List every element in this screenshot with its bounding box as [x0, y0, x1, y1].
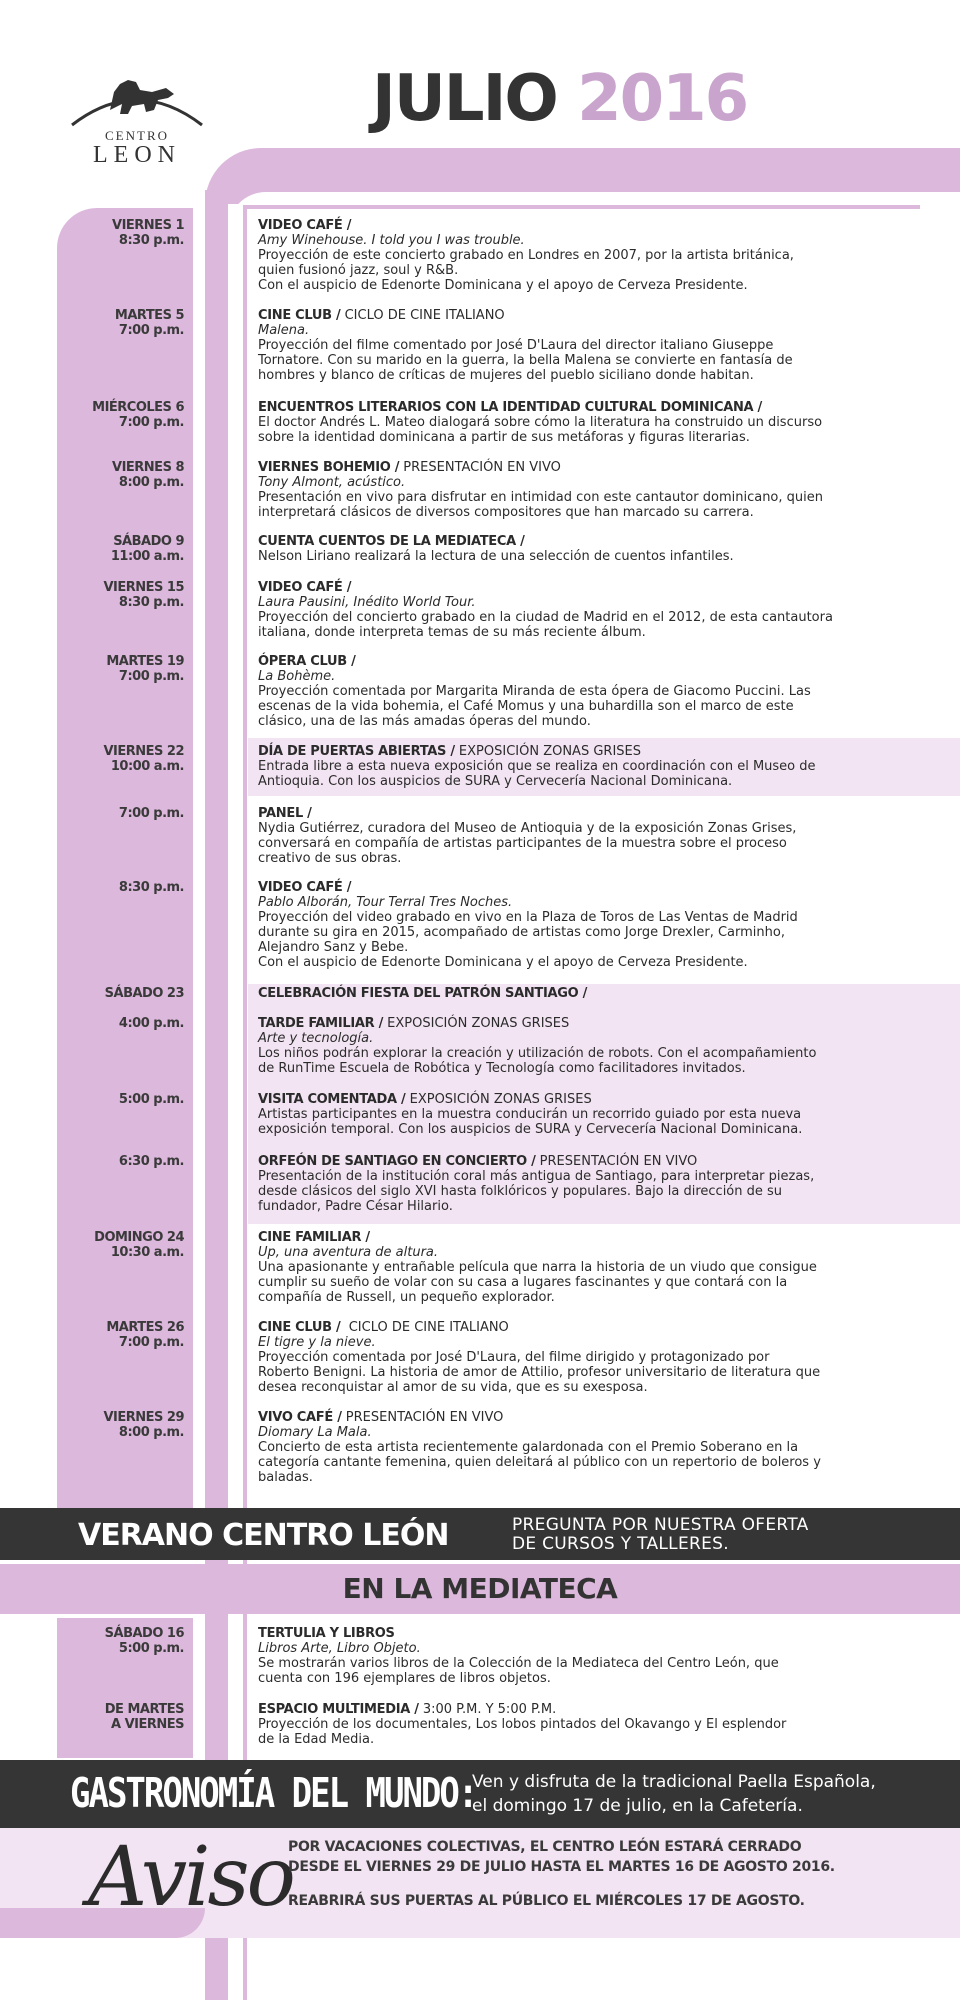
aviso-line: POR VACACIONES COLECTIVAS, EL CENTRO LEÓN ESTARÁ CERRADO	[288, 1839, 802, 1855]
event-description-line: Nelson Liriano realizará la lectura de una selección de cuentos infantiles.	[258, 549, 734, 564]
event-title: CINE CLUB /	[258, 1320, 341, 1335]
event-heading	[258, 218, 888, 233]
event-description-line: Con el auspicio de Edenorte Dominicana y el apoyo de Cerveza Presidente.	[258, 278, 748, 293]
event-category: PRESENTACIÓN EN VIVO	[535, 1154, 698, 1169]
event-description-line: categoría cantante femenina, quien deleitará al público con un repertorio de boleros y	[258, 1455, 821, 1470]
event-time: 7:00 p.m.	[118, 1335, 184, 1350]
event-item	[258, 218, 888, 293]
event-subtitle: La Bohème.	[258, 669, 336, 684]
event-heading	[258, 1154, 888, 1169]
event-time: 8:30 p.m.	[118, 595, 184, 610]
frame-line	[245, 205, 920, 209]
event-item	[258, 580, 888, 640]
event-description-line: Se mostrarán varios libros de la Colección de la Mediateca del Centro León, que	[258, 1656, 779, 1671]
frame-left	[205, 190, 228, 2000]
event-description-line: desde clásicos del siglo XVI hasta folklóricos y populares. Bajo la dirección de su	[258, 1184, 783, 1199]
aviso-line: REABRIRÁ SUS PUERTAS AL PÚBLICO EL MIÉRCOLES 17 DE AGOSTO.	[288, 1893, 805, 1909]
event-item	[258, 1410, 888, 1485]
event-description-line: escenas de la vida bohemia, el Café Momus y una buhardilla son el marco de este	[258, 699, 794, 714]
event-subtitle: Laura Pausini, Inédito World Tour.	[258, 595, 476, 610]
event-date	[60, 580, 184, 610]
event-day: DOMINGO 24	[94, 1230, 184, 1245]
event-description-line: Con el auspicio de Edenorte Dominicana y el apoyo de Cerveza Presidente.	[258, 955, 748, 970]
event-title: VIDEO CAFÉ /	[258, 880, 352, 895]
event-day: VIERNES 29	[103, 1410, 184, 1425]
event-category: EXPOSICIÓN ZONAS GRISES	[405, 1092, 592, 1107]
centro-leon-logo	[62, 70, 212, 170]
event-title: ESPACIO MULTIMEDIA /	[258, 1702, 419, 1717]
event-title: CINE CLUB /	[258, 308, 341, 323]
event-description-line: interpretará clásicos de diversos compositores que han marcado su carrera.	[258, 505, 754, 520]
event-time: 8:00 p.m.	[118, 1425, 184, 1440]
verano-subtitle-line: DE CURSOS Y TALLERES.	[512, 1534, 729, 1554]
event-description-line: Artistas participantes en la muestra conducirán un recorrido guiado por esta nueva	[258, 1107, 802, 1122]
event-time: 7:00 p.m.	[118, 669, 184, 684]
page-title	[372, 62, 747, 136]
event-day: VIERNES 8	[112, 460, 184, 475]
event-category: EXPOSICIÓN ZONAS GRISES	[454, 744, 641, 759]
event-description-line: exposición temporal. Con los auspicios de SURA y Cervecería Nacional Dominicana.	[258, 1122, 803, 1137]
gastronomia-line: el domingo 17 de julio, en la Cafetería.	[472, 1796, 803, 1816]
gastronomia-line: Ven y disfruta de la tradicional Paella Española,	[472, 1772, 876, 1792]
event-heading	[258, 460, 888, 475]
event-subtitle: Amy Winehouse. I told you I was trouble.	[258, 233, 525, 248]
event-category: EXPOSICIÓN ZONAS GRISES	[383, 1016, 570, 1031]
event-heading	[258, 308, 888, 323]
event-description-line: Proyección del filme comentado por José D'Laura del director italiano Giuseppe	[258, 338, 774, 353]
event-description-line: Concierto de esta artista recientemente galardonada con el Premio Soberano en la	[258, 1440, 799, 1455]
event-item	[258, 400, 888, 445]
event-date	[60, 1154, 184, 1169]
event-title: ORFEÓN DE SANTIAGO EN CONCIERTO /	[258, 1154, 536, 1169]
event-description-line: Una apasionante y entrañable película que narra la historia de un viudo que consigue	[258, 1260, 817, 1275]
event-description-line: Nydia Gutiérrez, curadora del Museo de Antioquia y de la exposición Zonas Grises,	[258, 821, 797, 836]
event-description-line: desea reconquistar al amor de su vida, que es su exesposa.	[258, 1380, 648, 1395]
event-heading	[258, 806, 888, 821]
event-day: MIÉRCOLES 6	[92, 400, 184, 415]
event-day: DE MARTES	[104, 1702, 184, 1717]
event-item	[258, 1626, 888, 1686]
event-heading	[258, 1320, 888, 1335]
event-description-line: Los niños podrán explorar la creación y utilización de robots. Con el acompañamiento	[258, 1046, 817, 1061]
event-title: VIDEO CAFÉ /	[258, 218, 352, 233]
event-subtitle: Malena.	[258, 323, 310, 338]
event-description-line: de la Edad Media.	[258, 1732, 375, 1747]
verano-subtitle-line: PREGUNTA POR NUESTRA OFERTA	[512, 1515, 809, 1535]
event-title: PANEL /	[258, 806, 312, 821]
event-date	[60, 308, 184, 338]
event-date	[60, 460, 184, 490]
event-day: VIERNES 15	[103, 580, 184, 595]
logo-line1: CENTRO	[105, 128, 169, 143]
event-item	[258, 806, 888, 866]
event-item	[258, 880, 888, 970]
verano-subtitle	[512, 1516, 809, 1554]
event-description-line: Presentación de la institución coral más antigua de Santiago, para interpretar piezas,	[258, 1169, 815, 1184]
event-title: CELEBRACIÓN FIESTA DEL PATRÓN SANTIAGO /	[258, 986, 588, 1001]
event-date	[60, 986, 184, 1001]
mediateca-banner: EN LA MEDIATECA	[0, 1564, 960, 1614]
event-time: 10:00 a.m.	[110, 759, 184, 774]
event-date	[60, 400, 184, 430]
event-category: 3:00 P.M. Y 5:00 P.M.	[418, 1702, 557, 1717]
event-title: VIVO CAFÉ /	[258, 1410, 342, 1425]
event-title: VISITA COMENTADA /	[258, 1092, 406, 1107]
event-heading	[258, 1092, 888, 1107]
event-description-line: Proyección de este concierto grabado en Londres en 2007, por la artista británica,	[258, 248, 794, 263]
event-description-line: de RunTime Escuela de Robótica y Tecnología como facilitadores invitados.	[258, 1061, 746, 1076]
event-time: 7:00 p.m.	[118, 415, 184, 430]
event-time: 5:00 p.m.	[118, 1641, 184, 1656]
event-item	[258, 460, 888, 520]
event-subtitle: Arte y tecnología.	[258, 1031, 374, 1046]
event-date	[60, 1230, 184, 1260]
event-description-line: conversará en compañía de artistas participantes de la muestra sobre el proceso	[258, 836, 787, 851]
event-heading	[258, 986, 888, 1001]
event-item	[258, 1230, 888, 1305]
aviso-line: DESDE EL VIERNES 29 DE JULIO HASTA EL MARTES 16 DE AGOSTO 2016.	[288, 1859, 835, 1875]
gastronomia-banner	[0, 1760, 960, 1828]
event-day: MARTES 26	[106, 1320, 184, 1335]
event-description-line: Proyección de los documentales, Los lobos pintados del Okavango y El esplendor	[258, 1717, 787, 1732]
frame-vline	[243, 205, 247, 2000]
title-month: JULIO	[372, 62, 557, 136]
gastronomia-title: GASTRONOMÍA DEL MUNDO:	[70, 1770, 477, 1818]
event-description-line: creativo de sus obras.	[258, 851, 402, 866]
event-day: SÁBADO 16	[104, 1626, 184, 1641]
event-description-line: Tornatore. Con su marido en la guerra, la bella Malena se convierte en fantasía de	[258, 353, 793, 368]
event-description-line: baladas.	[258, 1470, 313, 1485]
event-description-line: cuenta con 196 ejemplares de libros objetos.	[258, 1671, 551, 1686]
event-date	[60, 806, 184, 821]
event-title: ENCUENTROS LITERARIOS CON LA IDENTIDAD CULTURAL DOMINICANA /	[258, 400, 762, 415]
event-day: SÁBADO 9	[113, 534, 184, 549]
event-title: VIDEO CAFÉ /	[258, 580, 352, 595]
event-description-line: quien fusionó jazz, soul y R&B.	[258, 263, 459, 278]
event-date	[60, 1626, 184, 1656]
event-description-line: sobre la identidad dominicana a partir de sus metáforas y figuras literarias.	[258, 430, 750, 445]
verano-title: VERANO CENTRO LEÓN	[78, 1518, 449, 1553]
verano-banner	[0, 1508, 960, 1560]
aviso-word: Aviso	[88, 1830, 293, 1925]
event-time: 8:00 p.m.	[118, 475, 184, 490]
event-description-line: Proyección comentada por José D'Laura, del filme dirigido y protagonizado por	[258, 1350, 770, 1365]
event-day: MARTES 5	[114, 308, 184, 323]
event-heading	[258, 1016, 888, 1031]
gastronomia-subtitle	[472, 1770, 876, 1818]
event-subtitle: Libros Arte, Libro Objeto.	[258, 1641, 421, 1656]
event-date	[60, 1702, 184, 1732]
event-item	[258, 1320, 888, 1395]
event-day: VIERNES 22	[103, 744, 184, 759]
event-time: 8:30 p.m.	[118, 880, 184, 895]
event-date	[60, 654, 184, 684]
event-item	[258, 986, 888, 1001]
event-category: PRESENTACIÓN EN VIVO	[399, 460, 561, 475]
event-item	[258, 534, 888, 564]
event-description-line: Proyección del concierto grabado en la ciudad de Madrid en el 2012, de esta cantautora	[258, 610, 833, 625]
event-heading	[258, 1230, 888, 1245]
event-heading	[258, 654, 888, 669]
event-item	[258, 1702, 888, 1747]
event-date	[60, 1410, 184, 1440]
logo-line2: LEON	[93, 142, 181, 168]
event-description-line: Presentación en vivo para disfrutar en intimidad con este cantautor dominicano, quien	[258, 490, 823, 505]
event-subtitle: Tony Almont, acústico.	[258, 475, 406, 490]
event-description-line: Roberto Benigni. La historia de amor de Attilio, profesor universitario de literatura que	[258, 1365, 821, 1380]
event-description-line: Proyección comentada por Margarita Miranda de esta ópera de Giacomo Puccini. Las	[258, 684, 811, 699]
event-description-line: durante su gira en 2015, acompañado de artistas como Jorge Drexler, Carminho,	[258, 925, 785, 940]
event-title: DÍA DE PUERTAS ABIERTAS /	[258, 744, 455, 759]
event-heading	[258, 1410, 888, 1425]
event-item	[258, 744, 888, 789]
event-day: VIERNES 1	[112, 218, 184, 233]
event-item	[258, 1154, 888, 1214]
event-item	[258, 308, 888, 383]
event-description-line: Alejandro Sanz y Bebe.	[258, 940, 409, 955]
event-day: MARTES 19	[106, 654, 184, 669]
event-description-line: Antioquia. Con los auspicios de SURA y Cervecería Nacional Dominicana.	[258, 774, 733, 789]
event-title: VIERNES BOHEMIO /	[258, 460, 400, 475]
event-heading	[258, 880, 888, 895]
event-time: 7:00 p.m.	[118, 323, 184, 338]
event-time: 6:30 p.m.	[118, 1154, 184, 1169]
event-date	[60, 880, 184, 895]
event-subtitle: El tigre y la nieve.	[258, 1335, 376, 1350]
event-heading	[258, 580, 888, 595]
event-subtitle: Diomary La Mala.	[258, 1425, 372, 1440]
event-title: CUENTA CUENTOS DE LA MEDIATECA /	[258, 534, 525, 549]
event-date	[60, 744, 184, 774]
event-time: 10:30 a.m.	[110, 1245, 184, 1260]
event-description-line: hombres y blanco de críticas de mujeres del pueblo siciliano donde habitan.	[258, 368, 754, 383]
event-time: 8:30 p.m.	[118, 233, 184, 248]
event-time: 11:00 a.m.	[110, 549, 184, 564]
event-description-line: italiana, donde interpreta temas de su más reciente álbum.	[258, 625, 646, 640]
event-date	[60, 1016, 184, 1031]
event-date	[60, 1092, 184, 1107]
event-title: TERTULIA Y LIBROS	[258, 1626, 395, 1641]
event-date	[60, 1320, 184, 1350]
event-heading	[258, 1702, 888, 1717]
event-time: 7:00 p.m.	[118, 806, 184, 821]
event-subtitle: Pablo Alborán, Tour Terral Tres Noches.	[258, 895, 513, 910]
event-category: CICLO DE CINE ITALIANO	[340, 1320, 509, 1335]
event-time: 4:00 p.m.	[118, 1016, 184, 1031]
event-description-line: compañía de Russell, un pequeño explorador.	[258, 1290, 555, 1305]
event-description-line: Proyección del video grabado en vivo en la Plaza de Toros de Las Ventas de Madrid	[258, 910, 798, 925]
event-date	[60, 218, 184, 248]
lion-icon	[62, 70, 212, 130]
event-item	[258, 1092, 888, 1137]
event-description-line: El doctor Andrés L. Mateo dialogará sobre cómo la literatura ha construido un discurso	[258, 415, 823, 430]
event-heading	[258, 744, 888, 759]
event-title: TARDE FAMILIAR /	[258, 1016, 384, 1031]
event-description-line: fundador, Padre César Hilario.	[258, 1199, 453, 1214]
event-description-line: cumplir su sueño de volar con su casa a lugares fascinantes y que contará con la	[258, 1275, 788, 1290]
event-item	[258, 1016, 888, 1076]
event-title: CINE FAMILIAR /	[258, 1230, 370, 1245]
event-subtitle: Up, una aventura de altura.	[258, 1245, 439, 1260]
event-heading	[258, 400, 888, 415]
event-description-line: Entrada libre a esta nueva exposición que se realiza en coordinación con el Museo de	[258, 759, 816, 774]
event-heading	[258, 1626, 888, 1641]
event-day: SÁBADO 23	[104, 986, 184, 1001]
event-category: CICLO DE CINE ITALIANO	[340, 308, 505, 323]
event-category: PRESENTACIÓN EN VIVO	[341, 1410, 504, 1425]
event-time: 5:00 p.m.	[118, 1092, 184, 1107]
event-item	[258, 654, 888, 729]
event-description-line: clásico, una de las más amadas óperas del mundo.	[258, 714, 591, 729]
event-time: A VIERNES	[111, 1717, 184, 1732]
event-date	[60, 534, 184, 564]
title-year: 2016	[577, 62, 748, 136]
event-title: ÓPERA CLUB /	[258, 654, 356, 669]
event-heading	[258, 534, 888, 549]
